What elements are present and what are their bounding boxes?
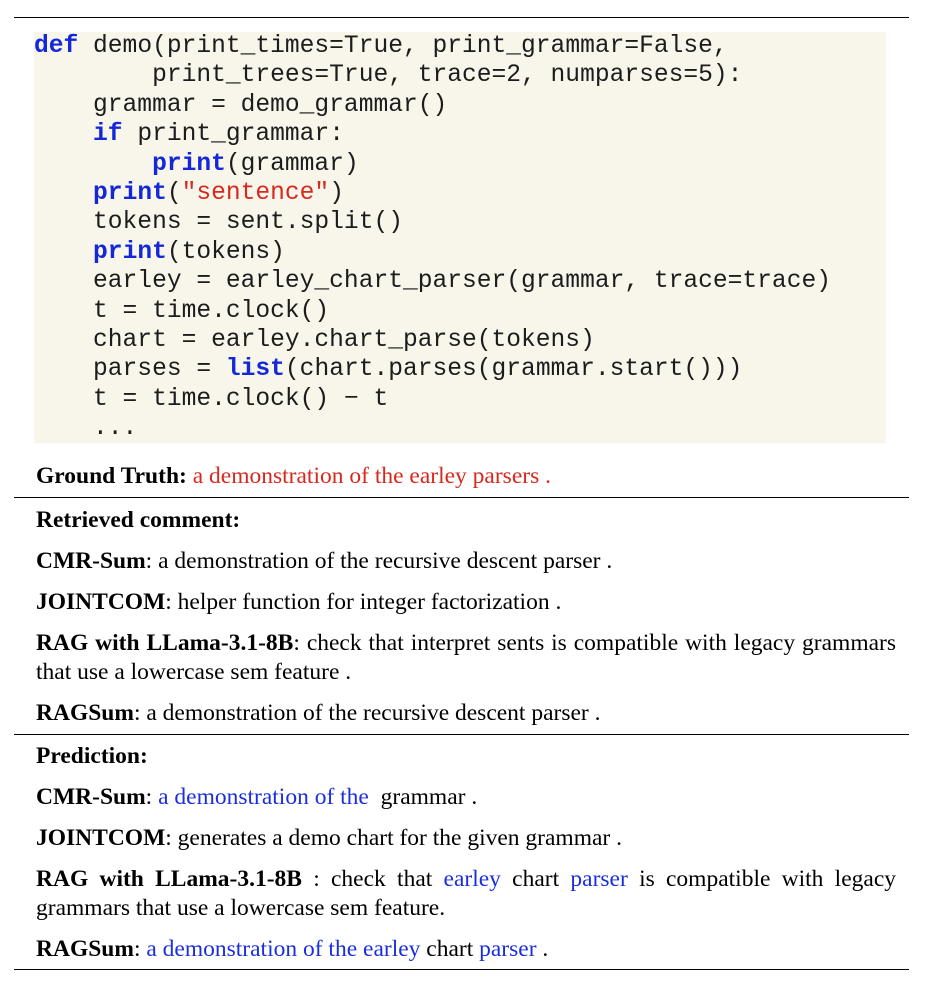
code-text xyxy=(34,239,93,266)
code-keyword: list xyxy=(225,356,285,384)
code-text: (chart.parses(grammar.start())) xyxy=(284,356,743,384)
code-keyword: print xyxy=(93,238,167,266)
code-text: (tokens) xyxy=(166,238,285,266)
ground-truth-label: Ground Truth: xyxy=(36,463,187,489)
code-text: demo(print_times=True, print_grammar=False, xyxy=(78,33,728,60)
code-line xyxy=(34,238,886,267)
code-text: ) xyxy=(329,179,344,207)
code-text: ( xyxy=(166,179,182,207)
code-line xyxy=(34,179,886,208)
top-rule xyxy=(14,17,909,18)
retrieved-ragsum: RAGSum: a demonstration of the recursive descent parser . xyxy=(36,700,601,726)
code-text: (grammar) xyxy=(225,150,359,178)
code-text: print_trees=True, trace=2, numparses=5): xyxy=(34,62,743,90)
highlighted-text: earley xyxy=(443,866,501,892)
highlighted-text: a demonstration of the earley xyxy=(146,936,421,962)
code-text: grammar = demo_grammar() xyxy=(34,91,448,119)
retrieved-cmr-sum: CMR-Sum: a demonstration of the recursive descent parser . xyxy=(36,548,613,574)
model-name: CMR-Sum xyxy=(36,548,146,574)
code-text: print_grammar: xyxy=(122,121,344,149)
code-text xyxy=(34,180,93,207)
retrieved-jointcom: JOINTCOM: helper function for integer factorization . xyxy=(36,589,562,615)
prediction-text: generates a demo chart for the given grammar . xyxy=(177,825,622,851)
model-name: CMR-Sum xyxy=(36,784,146,810)
code-line xyxy=(34,355,886,384)
code-line xyxy=(34,208,886,237)
retrieved-header: Retrieved comment: xyxy=(36,507,241,533)
code-text xyxy=(34,151,152,178)
model-name: RAGSum xyxy=(36,936,134,962)
code-text: ... xyxy=(34,415,138,443)
code-text: t = time.clock() − t xyxy=(34,385,389,413)
code-line xyxy=(34,326,886,355)
code-text xyxy=(34,121,93,148)
bottom-rule xyxy=(14,969,909,970)
highlighted-text: parser xyxy=(570,866,628,892)
code-string: "sentence" xyxy=(181,179,330,207)
prediction-cmr-sum: CMR-Sum: a demonstration of the grammar . xyxy=(36,784,478,810)
prediction-rag-llama: RAG with LLama-3.1-8B : check that earley chart parser is compatible with legacy grammars that use a lowercase sem feature. xyxy=(36,866,896,921)
highlighted-text: parser xyxy=(479,936,537,962)
ground-truth-line xyxy=(36,462,896,491)
code-keyword: if xyxy=(93,121,123,149)
code-block xyxy=(34,32,886,443)
prediction-ragsum: RAGSum: a demonstration of the earley chart parser . xyxy=(36,936,549,962)
code-line xyxy=(34,385,886,414)
prediction-jointcom: JOINTCOM: generates a demo chart for the given grammar . xyxy=(36,825,622,851)
model-name: JOINTCOM xyxy=(36,825,166,851)
code-line xyxy=(34,120,886,149)
code-keyword: print xyxy=(152,150,226,178)
ground-truth-text: a demonstration of the earley parsers . xyxy=(192,463,551,489)
comment-text: a demonstration of the recursive descent parser . xyxy=(146,700,601,726)
retrieved-rag-llama: RAG with LLama-3.1-8B: check that interpret sents is compatible with legacy grammars that use a lowercase sem feature . xyxy=(36,630,896,685)
code-line xyxy=(34,61,886,90)
code-text: parses = xyxy=(34,356,226,384)
code-text: tokens = sent.split() xyxy=(34,209,403,237)
figure-panel xyxy=(14,0,909,994)
divider-rule xyxy=(14,497,909,498)
comment-text: check that interpret sents is compatible with legacy grammars that use a lowercase sem feature . xyxy=(36,630,896,685)
code-line xyxy=(34,414,886,443)
code-keyword: def xyxy=(34,33,79,60)
model-name: RAG with LLama-3.1-8B xyxy=(36,630,294,656)
code-line xyxy=(34,297,886,326)
code-keyword: print xyxy=(93,179,167,207)
code-line xyxy=(34,267,886,296)
code-line xyxy=(34,91,886,120)
divider-rule xyxy=(14,734,909,735)
code-text: chart = earley.chart_parse(tokens) xyxy=(34,326,595,354)
comment-text: a demonstration of the recursive descent parser . xyxy=(158,548,613,574)
code-text: t = time.clock() xyxy=(34,297,330,325)
model-name: RAG with LLama-3.1-8B xyxy=(36,866,302,892)
prediction-header: Prediction: xyxy=(36,743,148,769)
code-text: earley = earley_chart_parser(grammar, trace=trace) xyxy=(34,268,831,296)
code-line xyxy=(34,32,886,61)
comment-text: helper function for integer factorization . xyxy=(177,589,562,615)
model-name: JOINTCOM xyxy=(36,589,166,615)
code-line xyxy=(34,150,886,179)
highlighted-text: a demonstration of the xyxy=(158,784,369,810)
model-name: RAGSum xyxy=(36,700,134,726)
